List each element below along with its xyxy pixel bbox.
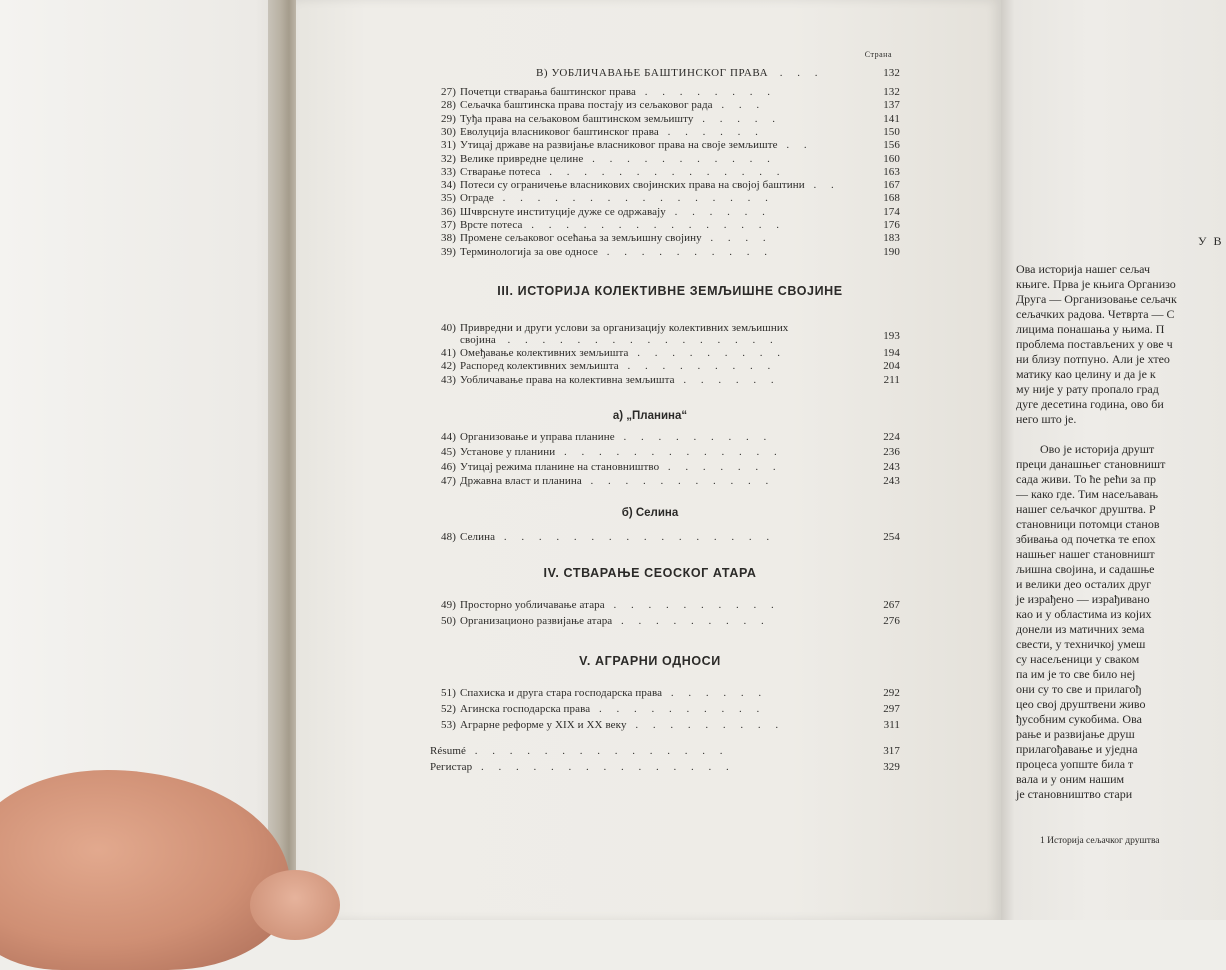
toc-entry-number: 51) <box>441 687 456 699</box>
right-page-text-line: као и у областима из којих <box>1016 607 1152 621</box>
toc-entry <box>430 245 900 259</box>
leader-dots: . . . . . <box>693 112 781 125</box>
toc-entry-number: 27) <box>441 86 456 98</box>
toc-entry-page: 141 <box>883 112 900 125</box>
right-page-text-line: Ово је историја друшт <box>1040 442 1155 456</box>
right-page-text-line: сељачких радова. Четврта — С <box>1016 307 1175 321</box>
right-page-text-line: вала и у оним нашим <box>1016 772 1125 786</box>
toc-entry-number: 50) <box>441 615 456 627</box>
toc-entry <box>430 125 900 139</box>
toc-entry-page: 167 <box>883 179 900 192</box>
toc-entry-number: 46) <box>441 460 456 473</box>
leader-dots: . . . . <box>701 232 772 245</box>
leader-dots: . . . . . . . . . . . . . <box>555 445 783 458</box>
toc-entry-number: 38) <box>441 232 456 245</box>
toc-entry-title: Спахиска и друга стара господарска права <box>460 687 663 699</box>
toc-entry <box>430 460 900 474</box>
toc-entry-title: Аграрне реформе у XIX и XX веку <box>460 719 627 731</box>
part3-heading: III. ИСТОРИЈА КОЛЕКТИВНЕ ЗЕМЉИШНЕ СВОЈИНЕ <box>497 284 843 298</box>
right-page-text-line: матику као целину и да је к <box>1016 367 1156 381</box>
leader-dots: . . <box>804 179 840 192</box>
right-page-text-line: лицима понашања у њима. П <box>1016 322 1165 336</box>
toc-entry-number: 37) <box>441 219 456 231</box>
toc-entry <box>430 760 900 774</box>
leader-dots: . . . . . . . . . <box>628 347 786 359</box>
leader-dots: . . . . . . . . . . . . . . . . <box>495 531 776 543</box>
right-page-text-line: су насељеници у сваком <box>1016 652 1140 666</box>
toc-entry-number: 29) <box>441 112 456 125</box>
toc-entry-number: 28) <box>441 99 456 112</box>
toc-entry-title: Организовање и управа планине <box>460 431 615 443</box>
toc-entry-number: 36) <box>441 205 456 218</box>
toc-entry-title: Почетци стварања баштинског права <box>460 86 636 98</box>
right-page-heading: У В <box>1198 234 1224 248</box>
toc-entry-page: 243 <box>883 460 900 473</box>
section-b-page: 132 <box>883 67 900 79</box>
toc-entry-page: 160 <box>883 152 900 165</box>
toc-entry-page: 190 <box>883 245 900 258</box>
toc-entry-page: 194 <box>883 347 900 359</box>
toc-entry-number: 39) <box>441 245 456 258</box>
leader-dots: . . . . . . . . . . . . . . <box>540 165 786 178</box>
toc-entry <box>430 686 900 700</box>
right-page-text-line: нашег сељачког друштва. Р <box>1016 502 1156 516</box>
page-column-label: Страна <box>864 50 892 59</box>
toc-entry-40: 40) Привредни и други услови за организацију колективних земљишних <box>441 322 789 334</box>
leader-dots: . . . . . . . . <box>635 86 776 98</box>
toc-entry-number: 42) <box>441 360 456 373</box>
toc-entry-page: 163 <box>883 165 900 178</box>
toc-entry-page: 311 <box>883 719 900 731</box>
right-page-text-line: донели из матичних зема <box>1016 622 1145 636</box>
toc-entry-title: Просторно уобличавање атара <box>460 599 605 611</box>
toc-entry-page: 150 <box>883 125 900 138</box>
toc-entry-page: 137 <box>883 99 900 112</box>
leader-dots: . . . . . . . . . <box>612 615 770 627</box>
toc-entry <box>430 445 900 459</box>
right-page-text-line: је израђено — израђивано <box>1016 592 1150 606</box>
right-page-text-line: збивања од почетка те епох <box>1016 532 1156 546</box>
toc-entry-title: Résumé <box>430 745 467 757</box>
toc-entry-number: 34) <box>441 179 456 192</box>
leader-dots: . . . . . . . . . . <box>590 703 766 715</box>
toc-entry-number: 33) <box>441 165 456 178</box>
leader-dots: . . . . . . <box>665 205 771 218</box>
toc-entry-title: Распоред колективних земљишта <box>460 360 619 373</box>
toc-entry-40-cont: својина . . . . . . . . . . . . . . . . 193 <box>460 330 900 346</box>
right-page-text-line: дуге десетина година, ово би <box>1016 397 1164 411</box>
right-page-text-line: сада живи. То ће рећи за пр <box>1016 472 1157 486</box>
right-page-text-line: процеса уопште била т <box>1016 757 1134 771</box>
toc-entry-page: 267 <box>883 599 900 611</box>
toc-entry <box>430 614 900 628</box>
toc-entry-page: 317 <box>883 745 900 757</box>
leader-dots: . . . . . . . . . <box>626 719 785 731</box>
toc-entry <box>430 85 900 99</box>
toc-entry <box>430 191 900 205</box>
page-stack-edge <box>268 0 298 920</box>
right-page-text-line: Друга — Организовање сељачк <box>1016 292 1177 306</box>
toc-entry-title: Омеђавање колективних земљишта <box>460 347 629 359</box>
toc-entry-title: Шчврснуте институције дуже се одржавају <box>460 205 666 218</box>
toc-entry <box>430 530 900 544</box>
leader-dots: . . . . . . . . . <box>618 360 777 373</box>
toc-entry-page: 204 <box>883 360 900 373</box>
right-page-footnote: 1 Историја сељачког друштва <box>1040 836 1160 846</box>
toc-entry <box>430 718 900 732</box>
toc-entry <box>430 359 900 373</box>
toc-entry <box>430 152 900 166</box>
toc-entry <box>430 373 900 387</box>
toc-entry-page: 276 <box>883 615 900 627</box>
toc-entry-page: 211 <box>883 373 900 386</box>
toc-entry <box>430 702 900 716</box>
leader-dots: . . . . . . <box>674 373 780 386</box>
leader-dots: . . . . . . <box>658 125 764 138</box>
right-page-text-line: Ова историја нашег сељач <box>1016 262 1151 276</box>
toc-entry <box>430 474 900 488</box>
toc-entry-title: Туђа права на сељаковом баштинском земљишту <box>460 112 694 125</box>
right-page-text-line: цео свој друштвени живо <box>1016 697 1146 711</box>
toc-entry-page: 297 <box>883 703 900 715</box>
toc-entry-number: 45) <box>441 445 456 458</box>
toc-entry-title: Установе у планини <box>460 445 556 458</box>
toc-entry-number: 32) <box>441 152 456 165</box>
leader-dots: . . . . . . . . . . . . . . . . <box>493 192 774 205</box>
toc-entry-title: Сељачка баштинска права постају из сељаковог рада <box>460 99 713 112</box>
toc-entry-number: 30) <box>441 125 456 138</box>
sub-a-heading: а) „Планина“ <box>612 410 688 422</box>
toc-entry-title: Стварање потеса <box>460 165 541 178</box>
toc-entry-number: 52) <box>441 703 456 715</box>
leader-dots: . . . . . . <box>662 687 768 699</box>
right-page-text-line <box>1016 427 1177 442</box>
right-page-text-line: становници потомци станов <box>1016 517 1160 531</box>
toc-entry <box>430 231 900 245</box>
right-page-text-line: прилагођавање и уједна <box>1016 742 1138 756</box>
right-page-text-line: књиге. Прва је књига Организо <box>1016 277 1176 291</box>
thumb <box>250 870 340 940</box>
toc-entry <box>430 138 900 152</box>
leader-dots: . . . . . . . . . <box>614 431 773 443</box>
right-page-text-line: преци данашњег становништ <box>1016 457 1166 471</box>
right-page-text-line: ђусобним сукобима. Ова <box>1016 712 1142 726</box>
part5-heading: V. АГРАРНИ ОДНОСИ <box>579 654 721 668</box>
toc-entry-page: 224 <box>883 431 900 443</box>
toc-entry-number: 41) <box>441 347 456 359</box>
leader-dots: . . . . . . . <box>659 460 782 473</box>
right-page-text-line: проблема постављених у ове ч <box>1016 337 1173 351</box>
toc-entry <box>430 218 900 232</box>
toc-entry <box>430 598 900 612</box>
toc-entry-page: 236 <box>883 445 900 458</box>
toc-entry-title: Утицај режима планине на становништво <box>460 460 660 473</box>
toc-entry-title: Селина <box>460 531 496 543</box>
toc-entry-number: 35) <box>441 192 456 205</box>
leader-dots: . . . . . . . . . . <box>604 599 780 611</box>
right-page-body <box>1016 262 1177 802</box>
toc-entry-number: 48) <box>441 531 456 543</box>
toc-entry-title: Врсте потеса <box>460 219 523 231</box>
section-b-title-line: В) УОБЛИЧАВАЊЕ БАШТИНСКОГ ПРАВА . . . 132 <box>536 67 900 79</box>
right-page-text-line: па им је то све било неј <box>1016 667 1136 681</box>
toc-entry-title: Регистар <box>430 761 473 773</box>
right-page-text-line: — како где. Тим насељавањ <box>1016 487 1159 501</box>
toc-entry-title: Потеси су ограничење власникових својинских права на својој баштини <box>460 179 805 192</box>
leader-dots: . . . . . . . . . . . . . . . <box>466 745 729 757</box>
leader-dots: . . . <box>712 99 766 112</box>
toc-entry-number: 44) <box>441 431 456 443</box>
section-b-title: В) УОБЛИЧАВАЊЕ БАШТИНСКОГ ПРАВА <box>536 67 769 79</box>
leader-dots: . . . . . . . . . . . . . . . <box>522 219 785 231</box>
toc-entry-page: 176 <box>883 219 900 231</box>
leader-dots: . . <box>777 139 813 152</box>
toc-entry <box>430 178 900 192</box>
toc-entry-page: 174 <box>883 205 900 218</box>
right-page-text-line: љишна својина, и садашње <box>1016 562 1155 576</box>
toc-entry-page: 132 <box>883 86 900 98</box>
toc-entry-title: Ограде <box>460 192 494 205</box>
toc-entry-page: 243 <box>883 475 900 488</box>
right-page-text-line: свести, у техничкој умеш <box>1016 637 1146 651</box>
right-page-text-line: нашњег нашег становништ <box>1016 547 1155 561</box>
toc-entry-page: 156 <box>883 139 900 152</box>
toc-entry-page: 168 <box>883 192 900 205</box>
right-page-text-line: него што је. <box>1016 412 1077 426</box>
toc-entry <box>430 430 900 444</box>
toc-entry <box>430 98 900 112</box>
toc-entry-title: Организационо развијање атара <box>460 615 613 627</box>
part4-heading: IV. СТВАРАЊЕ СЕОСКОГ АТАРА <box>543 566 757 580</box>
toc-entry-number: 49) <box>441 599 456 611</box>
toc-entry-title: Државна власт и планина <box>460 475 582 488</box>
toc-entry-title: Агинска господарска права <box>460 703 591 715</box>
toc-entry-page: 292 <box>883 687 900 699</box>
toc-entry-number: 47) <box>441 475 456 488</box>
right-page-text-line: је становништво стари <box>1016 787 1133 801</box>
toc-entry-title: Велике привредне целине <box>460 152 584 165</box>
toc-entry-title: Терминологија за ове односе <box>460 245 598 258</box>
right-page-text-line: они су то све и прилагођ <box>1016 682 1142 696</box>
toc-entry-title: Уобличавање права на колективна земљишта <box>460 373 675 386</box>
toc-entry-number: 31) <box>441 139 456 152</box>
right-page-text-line: рање и развијање друш <box>1016 727 1135 741</box>
toc-entry-number: 43) <box>441 373 456 386</box>
right-page-text-line: ни близу потпуно. Али је хтео <box>1016 352 1170 366</box>
toc-entry <box>430 112 900 126</box>
toc-entry-page: 183 <box>883 232 900 245</box>
toc-entry-title: Утицај државе на развијање власниковог права на своје земљиште <box>460 139 778 152</box>
toc-entry <box>430 165 900 179</box>
leader-dots: . . . . . . . . . . . <box>583 152 776 165</box>
toc-entry <box>430 744 900 758</box>
leader-dots: . . . . . . . . . . . <box>581 475 775 488</box>
right-page-text-line: и велики део осталих друг <box>1016 577 1152 591</box>
toc-entry-page: 254 <box>883 531 900 543</box>
sub-b-heading: б) Селина <box>621 507 679 519</box>
toc-entry-page: 329 <box>883 761 900 773</box>
toc-entry <box>430 205 900 219</box>
toc-entry-number: 53) <box>441 719 456 731</box>
right-page-text-line: му није у рату пропало град <box>1016 382 1159 396</box>
leader-dots: . . . . . . . . . . <box>597 245 773 258</box>
leader-dots: . . . . . . . . . . . . . . . <box>472 761 735 773</box>
toc-entry <box>430 346 900 360</box>
toc-entry-title: Промене сељаковог осећања за земљишну својину <box>460 232 702 245</box>
toc-entry-title: Еволуција власниковог баштинског права <box>460 125 659 138</box>
